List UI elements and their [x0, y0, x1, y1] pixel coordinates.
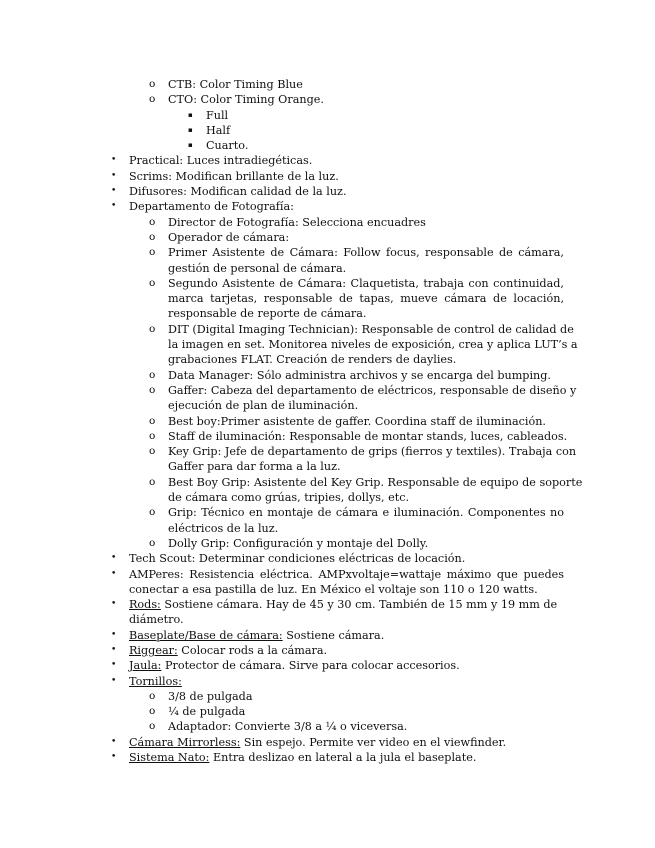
circle-bullet: o — [149, 276, 156, 289]
list-item — [0, 475, 655, 490]
square-bullet: ▪ — [188, 125, 193, 134]
list-item — [0, 108, 655, 123]
list-item — [0, 92, 655, 107]
circle-bullet: o — [149, 93, 156, 106]
item-text: ejecución de plan de iluminación. — [168, 399, 359, 413]
circle-bullet: o — [149, 368, 156, 381]
notes-list — [0, 77, 655, 765]
list-item — [0, 199, 655, 214]
term: Riggear: — [129, 643, 178, 657]
item-text: Segundo Asistente de Cámara: Claquetista, trabaja con continuidad, — [168, 276, 564, 290]
item-text: Difusores: Modifican calidad de la luz. — [129, 185, 347, 199]
disc-bullet: • — [111, 752, 117, 763]
circle-bullet: o — [149, 689, 156, 702]
item-text: Grip: Técnico en montaje de cámara e iluminación. Componentes no — [168, 506, 564, 520]
list-item — [0, 215, 655, 230]
item-continuation — [0, 352, 655, 367]
disc-bullet: • — [111, 736, 117, 747]
item-text: responsable de reporte de cámara. — [168, 307, 367, 321]
disc-bullet: • — [111, 170, 117, 181]
item-text: Data Manager: Sólo administra archivos y se encarga del bumping. — [168, 368, 551, 382]
circle-bullet: o — [149, 230, 156, 243]
disc-bullet: • — [111, 644, 117, 655]
item-text: CTB: Color Timing Blue — [168, 78, 303, 91]
definition: Sin espejo. Permite ver video en el viewfinder. — [243, 735, 507, 749]
list-item — [0, 230, 655, 245]
list-item — [0, 184, 655, 199]
term: Tornillos: — [129, 674, 182, 688]
item-continuation — [0, 459, 655, 474]
item-text: 3/8 de pulgada — [168, 689, 253, 703]
circle-bullet: o — [149, 322, 156, 335]
list-item — [0, 628, 655, 643]
term: Cámara Mirrorless: — [129, 735, 241, 749]
disc-bullet: • — [111, 201, 117, 212]
item-text: Half — [206, 123, 231, 137]
list-item — [0, 719, 655, 734]
circle-bullet: o — [149, 78, 156, 90]
list-item — [0, 444, 655, 459]
disc-bullet: • — [111, 660, 117, 671]
circle-bullet: o — [149, 383, 156, 396]
item-text: Scrims: Modifican brillante de la luz. — [129, 169, 339, 183]
circle-bullet: o — [149, 215, 156, 228]
list-item — [0, 123, 655, 138]
square-bullet: ▪ — [188, 141, 193, 150]
item-text: grabaciones FLAT. Creación de renders de daylies. — [168, 353, 457, 367]
list-item — [0, 597, 655, 612]
item-text: ¼ de pulgada — [168, 705, 246, 719]
list-item — [0, 735, 655, 750]
square-bullet: ▪ — [188, 110, 193, 119]
circle-bullet: o — [149, 414, 156, 427]
list-item — [0, 704, 655, 719]
circle-bullet: o — [149, 536, 156, 549]
item-text: de cámara como grúas, tripies, dollys, etc. — [168, 491, 410, 505]
definition: Colocar rods a la cámara. — [181, 643, 328, 657]
circle-bullet: o — [149, 246, 156, 259]
item-continuation — [0, 612, 655, 627]
disc-bullet: • — [111, 155, 117, 166]
item-continuation — [0, 337, 655, 352]
list-item — [0, 245, 655, 260]
list-item — [0, 77, 655, 92]
disc-bullet: • — [111, 568, 117, 579]
item-text: Gaffer para dar forma a la luz. — [168, 460, 341, 474]
item-text: DIT (Digital Imaging Technician): Responsable de control de calidad de — [168, 322, 574, 336]
disc-bullet: • — [111, 675, 117, 686]
item-text: AMPeres: Resistencia eléctrica. AMPxvoltaje=wattaje máximo que puedes — [129, 567, 564, 581]
list-item — [0, 674, 655, 689]
list-item — [0, 276, 655, 291]
item-text: Director de Fotografía: Selecciona encuadres — [168, 215, 426, 229]
list-item — [0, 383, 655, 398]
item-text — [129, 628, 564, 643]
definition: Sostiene cámara. — [286, 628, 385, 642]
item-text — [129, 735, 564, 750]
item-text: Operador de cámara: — [168, 230, 290, 244]
item-text — [129, 674, 564, 689]
item-text: Full — [206, 108, 229, 122]
circle-bullet: o — [149, 705, 156, 718]
list-item — [0, 689, 655, 704]
item-continuation — [0, 398, 655, 413]
definition: Sostiene cámara. Hay de 45 y 30 cm. También de 15 mm y 19 mm de — [164, 598, 558, 612]
item-continuation — [0, 261, 655, 276]
list-item — [0, 138, 655, 153]
list-item — [0, 551, 655, 566]
item-continuation — [0, 490, 655, 505]
list-item — [0, 750, 655, 765]
list-item — [0, 153, 655, 168]
item-continuation — [0, 582, 655, 597]
item-text: diámetro. — [129, 613, 184, 627]
item-text: eléctricos de la luz. — [168, 521, 279, 535]
item-text — [129, 643, 564, 658]
list-item — [0, 658, 655, 673]
item-text: Staff de iluminación: Responsable de montar stands, luces, cableados. — [168, 429, 568, 443]
item-text: Best boy:Primer asistente de gaffer. Coordina staff de iluminación. — [168, 414, 546, 428]
definition: Protector de cámara. Sirve para colocar accesorios. — [164, 659, 460, 673]
item-text: Departamento de Fotografía: — [129, 200, 294, 214]
term: Jaula: — [129, 659, 162, 673]
item-text: Practical: Luces intradiegéticas. — [129, 154, 313, 168]
term: Baseplate/Base de cámara: — [129, 628, 283, 642]
list-item — [0, 414, 655, 429]
circle-bullet: o — [149, 506, 156, 519]
disc-bullet: • — [111, 186, 117, 197]
list-item — [0, 643, 655, 658]
circle-bullet: o — [149, 475, 156, 488]
term: Sistema Nato: — [129, 751, 210, 765]
item-text: Cuarto. — [206, 139, 249, 153]
disc-bullet: • — [111, 629, 117, 640]
circle-bullet: o — [149, 445, 156, 458]
circle-bullet: o — [149, 720, 156, 733]
item-text: gestión de personal de cámara. — [168, 261, 347, 275]
item-text: Adaptador: Convierte 3/8 a ¼ o viceversa. — [168, 720, 408, 734]
list-item — [0, 429, 655, 444]
item-continuation — [0, 291, 655, 306]
item-text: CTO: Color Timing Orange. — [168, 93, 324, 107]
list-item — [0, 505, 655, 520]
circle-bullet: o — [149, 429, 156, 442]
item-text: Best Boy Grip: Asistente del Key Grip. Responsable de equipo de soporte — [168, 475, 583, 489]
item-text: Tech Scout: Determinar condiciones eléctricas de locación. — [129, 552, 466, 566]
list-item — [0, 567, 655, 582]
disc-bullet: • — [111, 599, 117, 610]
item-text: Dolly Grip: Configuración y montaje del Dolly. — [168, 536, 429, 550]
list-item — [0, 322, 655, 337]
item-text: la imagen en set. Monitorea niveles de exposición, crea y aplica LUT’s a — [168, 338, 578, 352]
item-continuation — [0, 521, 655, 536]
list-item — [0, 368, 655, 383]
item-continuation — [0, 306, 655, 321]
item-text: Key Grip: Jefe de departamento de grips (fierros y textiles). Trabaja con — [168, 445, 577, 459]
disc-bullet: • — [111, 553, 117, 564]
list-item — [0, 169, 655, 184]
definition: Entra deslizao en lateral a la jula el baseplate. — [212, 751, 477, 765]
item-text: conectar a esa pastilla de luz. En México el voltaje son 110 o 120 watts. — [129, 582, 538, 596]
item-text — [129, 658, 564, 673]
item-text: Primer Asistente de Cámara: Follow focus, responsable de cámara, — [168, 246, 564, 260]
item-text — [129, 597, 564, 612]
item-text — [129, 750, 564, 765]
list-item — [0, 536, 655, 551]
term: Rods: — [129, 598, 161, 612]
item-text: Gaffer: Cabeza del departamento de eléctricos, responsable de diseño y — [168, 383, 577, 397]
item-text: marca tarjetas, responsable de tapas, mueve cámara de locación, — [168, 292, 564, 306]
